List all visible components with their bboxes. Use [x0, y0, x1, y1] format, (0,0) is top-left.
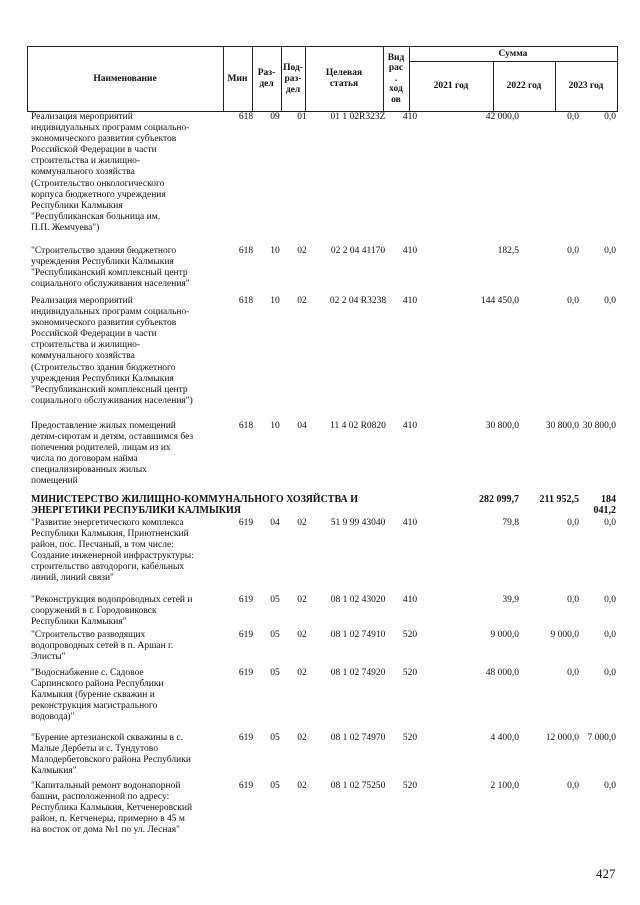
cell-sum-2021: 144 450,0: [481, 296, 519, 306]
row-name: [31, 296, 228, 407]
row-name-line: строительства и жилищно-: [31, 340, 141, 351]
row-name-line: район, п. Кетченеры, примерно в 45 м: [31, 814, 185, 825]
row-name: [31, 781, 228, 836]
cell-razdel: 05: [270, 668, 280, 678]
cell-vid-rashodov: 410: [402, 246, 418, 256]
cell-sum-2023: 7 000,0: [587, 733, 616, 743]
cell-razdel: 05: [270, 630, 280, 640]
cell-vid-rashodov: 410: [402, 296, 418, 306]
cell-ministry: 619: [238, 595, 254, 605]
cell-sum-2021: 79,8: [502, 518, 519, 528]
row-name: [31, 595, 228, 628]
row-name-line: Элисты": [31, 652, 66, 663]
cell-razdel: 10: [270, 296, 280, 306]
row-name-line: коммунального хозяйства: [31, 167, 135, 178]
row-name: [31, 112, 228, 234]
cell-sum-2023: 0,0: [604, 668, 616, 678]
row-name: [31, 733, 228, 777]
cell-podrazdel: 02: [297, 296, 307, 306]
cell-sum-2023: 0,0: [604, 112, 616, 122]
cell-ministry: 619: [238, 668, 254, 678]
cell-vid-rashodov: 410: [402, 421, 418, 431]
row-name-line: Калмыкия (бурение скважин и: [31, 690, 155, 701]
row-name-line: экономического развития субъектов: [31, 318, 177, 329]
header-name: Наименование: [93, 73, 157, 84]
cell-vid-rashodov: 520: [402, 733, 418, 743]
cell-ministry: 619: [238, 630, 254, 640]
cell-ministry: 618: [238, 246, 254, 256]
cell-podrazdel: 02: [297, 595, 307, 605]
cell-celevaya-statya: 08 1 02 75250: [330, 781, 386, 791]
cell-podrazdel: 04: [297, 421, 307, 431]
cell-podrazdel: 02: [297, 246, 307, 256]
header-year-2021: 2021 год: [433, 80, 469, 91]
cell-celevaya-statya: 02 2 04 41170: [330, 246, 386, 256]
row-name-line: "Капитальный ремонт водонапорной: [31, 781, 181, 791]
row-name-line: социального обслуживания населения"): [31, 395, 193, 406]
cell-sum-2022: 211 952,5: [539, 494, 579, 505]
cell-vid-rashodov: 410: [402, 112, 418, 122]
row-name-line: Республики Калмыкия: [31, 200, 123, 211]
cell-sum-2022: 30 800,0: [545, 421, 579, 431]
cell-sum-2022: 0,0: [567, 781, 579, 791]
cell-sum-2023: 0,0: [604, 630, 616, 640]
row-name-line: коммунального хозяйства: [31, 351, 135, 362]
row-name-line: детям-сиротам и детям, оставшимся без: [31, 432, 194, 443]
row-name-line: сооружений в г. Городовиковск: [31, 606, 157, 617]
row-name-line: экономического развития субъектов: [31, 134, 177, 145]
cell-ministry: 618: [238, 296, 254, 306]
row-name-line: Российской Федерации в части: [31, 329, 157, 340]
cell-podrazdel: 01: [297, 112, 307, 122]
cell-celevaya-statya: 51 9 99 43040: [330, 518, 386, 528]
row-name: [31, 668, 228, 723]
cell-sum-2021: 48 000,0: [485, 668, 519, 678]
row-name-line: социального обслуживания населения": [31, 279, 190, 290]
cell-razdel: 10: [270, 421, 280, 431]
row-name-line: линий, линий связи": [31, 573, 114, 584]
cell-vid-rashodov: 410: [402, 595, 418, 605]
row-name-line: "Развитие энергетического комплекса: [31, 518, 184, 528]
cell-podrazdel: 02: [297, 630, 307, 640]
cell-ministry: 619: [238, 518, 254, 528]
cell-celevaya-statya: 08 1 02 43020: [330, 595, 386, 605]
row-name-line: попечения родителей, лицам из их: [31, 443, 171, 454]
cell-sum-2022: 9 000,0: [550, 630, 579, 640]
row-name-line: специализированных жилых: [31, 465, 147, 476]
header-summa: Сумма: [498, 48, 528, 59]
cell-razdel: 05: [270, 733, 280, 743]
row-name-line: строительства и жилищно-: [31, 156, 141, 167]
cell-sum-2022: 0,0: [567, 296, 579, 306]
cell-podrazdel: 02: [297, 668, 307, 678]
row-name: [31, 421, 228, 488]
row-name-line: водовода)": [31, 712, 75, 723]
header-celevaya-statya: Целевая статья: [325, 68, 363, 89]
row-name-line: Сарпинского района Республики: [31, 679, 164, 690]
row-name-line: "Строительство разводящих: [31, 630, 146, 640]
row-name: [31, 494, 431, 516]
cell-sum-2023: 0,0: [604, 246, 616, 256]
header-year-2022: 2022 год: [506, 80, 542, 91]
cell-ministry: 619: [238, 781, 254, 791]
cell-razdel: 10: [270, 246, 280, 256]
row-name-line: (Строительство онкологического: [31, 178, 165, 189]
row-name-line: на восток от дома №1 по ул. Лесная": [31, 825, 180, 836]
cell-sum-2022: 0,0: [567, 112, 579, 122]
row-name-line: "Строительство здания бюджетного: [31, 246, 177, 256]
row-name-line: (Строительство здания бюджетного: [31, 362, 176, 373]
cell-sum-2022: 0,0: [567, 518, 579, 528]
cell-sum-2022: 12 000,0: [545, 733, 579, 743]
cell-sum-2023: 0,0: [604, 296, 616, 306]
row-name-line: индивидуальных программ социально-: [31, 123, 190, 134]
cell-celevaya-statya: 08 1 02 74920: [330, 668, 386, 678]
cell-sum-2023: 0,0: [604, 595, 616, 605]
row-name-line: Республики Калмыкия, Приютненский: [31, 529, 189, 540]
header-year-2023: 2023 год: [568, 80, 604, 91]
row-name-line: учреждения Республики Калмыкия: [31, 373, 174, 384]
cell-ministry: 618: [238, 421, 254, 431]
cell-razdel: 04: [270, 518, 280, 528]
row-name-line: Калмыкия": [31, 766, 77, 777]
row-name-line: корпуса бюджетного учреждения: [31, 189, 166, 200]
cell-sum-2021: 182,5: [497, 246, 519, 256]
row-name-line: Российской Федерации в части: [31, 145, 157, 156]
row-name-line: Малодербетовского района Республики: [31, 755, 191, 766]
header-podrazdel: Под- раз- дел: [283, 62, 303, 95]
cell-vid-rashodov: 520: [402, 630, 418, 640]
cell-sum-2023: 30 800,0: [582, 421, 616, 431]
cell-sum-2022: 0,0: [567, 246, 579, 256]
cell-podrazdel: 02: [297, 733, 307, 743]
row-name-line: строительство автодороги, кабельных: [31, 562, 185, 573]
cell-vid-rashodov: 520: [402, 668, 418, 678]
header-min: Мин: [227, 73, 248, 84]
row-name-line: "Водоснабжение с. Садовое: [31, 668, 144, 678]
cell-celevaya-statya: 08 1 02 74910: [330, 630, 386, 640]
row-name-line: "Республиканская больница им.: [31, 211, 161, 222]
row-name-line: ЭНЕРГЕТИКИ РЕСПУБЛИКИ КАЛМЫКИЯ: [31, 505, 242, 517]
row-name-line: "Реконструкция водопроводных сетей и: [31, 595, 193, 605]
cell-sum-2021: 282 099,7: [479, 494, 519, 505]
cell-sum-2023: 0,0: [604, 518, 616, 528]
cell-vid-rashodov: 410: [402, 518, 418, 528]
row-name-line: МИНИСТЕРСТВО ЖИЛИЩНО-КОММУНАЛЬНОГО ХОЗЯЙСТВА И: [31, 494, 358, 505]
row-name: [31, 518, 228, 585]
row-name-line: помещений: [31, 476, 78, 487]
row-name-line: "Республиканский комплексный центр: [31, 384, 188, 395]
row-name-line: П.П. Жемчуева"): [31, 222, 100, 233]
cell-celevaya-statya: 08 1 02 74970: [330, 733, 386, 743]
cell-celevaya-statya: 02 2 04 R3238: [329, 296, 387, 306]
row-name-line: реконструкция магистрального: [31, 701, 158, 712]
cell-razdel: 05: [270, 595, 280, 605]
page-number: 427: [596, 866, 616, 881]
cell-razdel: 09: [270, 112, 280, 122]
row-name-line: Реализация мероприятий: [31, 296, 133, 306]
cell-sum-2021: 39,9: [502, 595, 519, 605]
cell-ministry: 619: [238, 733, 254, 743]
cell-sum-2021: 9 000,0: [490, 630, 519, 640]
row-name-line: учреждения Республики Калмыкия: [31, 257, 174, 268]
row-name-line: район, пос. Песчаный, в том числе:: [31, 540, 174, 551]
cell-sum-2021: 4 400,0: [490, 733, 519, 743]
cell-sum-2021: 30 800,0: [485, 421, 519, 431]
cell-ministry: 618: [238, 112, 254, 122]
header-razdel: Раз- дел: [257, 68, 276, 89]
row-name-line: индивидуальных программ социально-: [31, 307, 190, 318]
cell-podrazdel: 02: [297, 781, 307, 791]
row-name-line: Малые Дербеты и с. Тундутово: [31, 744, 158, 755]
row-name-line: числа по договорам найма: [31, 454, 138, 465]
row-name: [31, 246, 228, 290]
row-name-line: Республика Калмыкия, Кетченеровский: [31, 803, 193, 814]
row-name: [31, 630, 228, 663]
cell-sum-2022: 0,0: [567, 668, 579, 678]
cell-sum-2023: 0,0: [604, 781, 616, 791]
row-name-line: "Республиканский комплексный центр: [31, 268, 188, 279]
cell-celevaya-statya: 11 4 02 R0820: [330, 421, 386, 431]
row-name-line: "Бурение артезианской скважины в с.: [31, 733, 183, 743]
row-name-line: Реализация мероприятий: [31, 112, 133, 122]
cell-sum-2021: 2 100,0: [490, 781, 519, 791]
row-name-line: Создание инженерной инфраструктуры:: [31, 551, 194, 562]
cell-celevaya-statya: 01 1 02R323Z: [330, 112, 386, 122]
row-name-line: башни, расположенной по адресу:: [31, 792, 170, 803]
cell-sum-2023: 184 041,2: [593, 494, 616, 517]
table-header: [27, 46, 618, 112]
cell-sum-2021: 42 000,0: [485, 112, 519, 122]
cell-podrazdel: 02: [297, 518, 307, 528]
row-name-line: Республики Калмыкия": [31, 617, 127, 628]
cell-vid-rashodov: 520: [402, 781, 418, 791]
row-name-line: водопроводных сетей в п. Аршан г.: [31, 641, 174, 652]
cell-razdel: 05: [270, 781, 280, 791]
header-vid-rashodov: Вид рас . ход ов: [387, 52, 405, 105]
row-name-line: Предоставление жилых помещений: [31, 421, 176, 431]
cell-sum-2022: 0,0: [567, 595, 579, 605]
